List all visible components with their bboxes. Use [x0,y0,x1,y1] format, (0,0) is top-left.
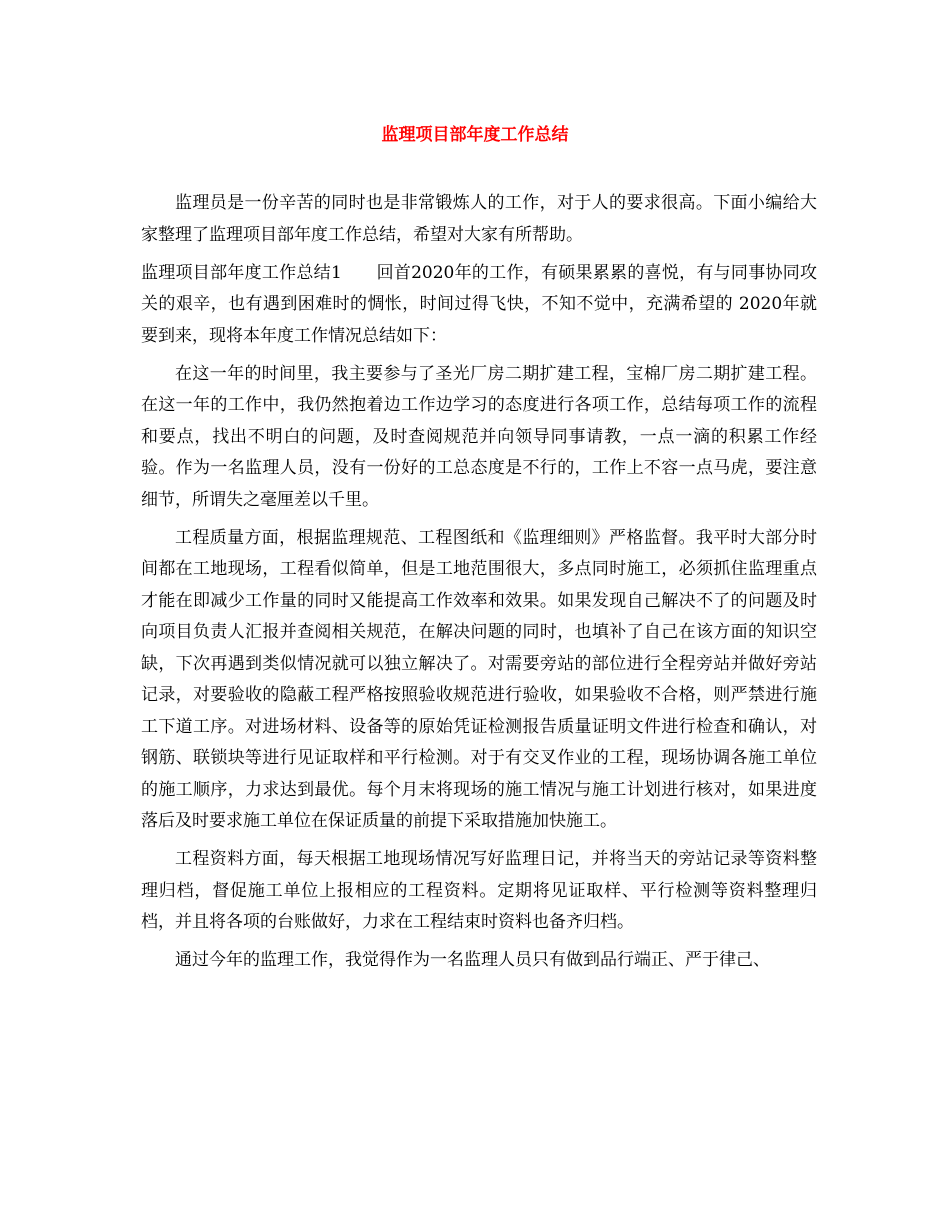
paragraph-summary-heading: 监理项目部年度工作总结1 回首2020年的工作，有硕果累累的喜悦，有与同事协同攻关的艰辛，也有遇到困难时的惆怅，时间过得飞快，不知不觉中，充满希望的 2020年就要到来，现将本年度工作情况总结如下： [141,262,817,346]
paragraph-projects: 在这一年的时间里，我主要参与了圣光厂房二期扩建工程，宝棉厂房二期扩建工程。在这一年的工作中，我仍然抱着边工作边学习的态度进行各项工作，总结每项工作的流程和要点，找出不明白的问题，及时查阅规范并向领导同事请教，一点一滴的积累工作经验。作为一名监理人员，没有一份好的工总态度是不行的，工作上不容一点马虎，要注意细节，所谓失之毫厘差以千里。 [141,363,817,510]
document-body [141,188,817,983]
document-title: 监理项目部年度工作总结 [381,125,569,145]
paragraph-quality: 工程质量方面，根据监理规范、工程图纸和《监理细则》严格监督。我平时大部分时间都在工地现场，工程看似简单，但是工地范围很大，多点同时施工，必须抓住监理重点才能在即减少工作量的同时又能提高工作效率和效果。如果发现自己解决不了的问题及时向项目负责人汇报并查阅相关规范，在解决问题的同时，也填补了自己在该方面的知识空缺，下次再遇到类似情况就可以独立解决了。对需要旁站的部位进行全程旁站并做好旁站记录，对要验收的隐蔽工程严格按照验收规范进行验收，如果验收不合格，则严禁进行施工下道工序。对进场材料、设备等的原始凭证检测报告质量证明文件进行检查和确认，对钢筋、联锁块等进行见证取样和平行检测。对于有交叉作业的工程，现场协调各施工单位的施工顺序，力求达到最优。每个月末将现场的施工情况与施工计划进行核对，如果进度落后及时要求施工单位在保证质量的前提下采取措施加快施工。 [141,527,817,831]
paragraph-intro: 监理员是一份辛苦的同时也是非常锻炼人的工作，对于人的要求很高。下面小编给大家整理了监理项目部年度工作总结，希望对大家有所帮助。 [141,193,817,245]
paragraph-records: 工程资料方面，每天根据工地现场情况写好监理日记，并将当天的旁站记录等资料整理归档，督促施工单位上报相应的工程资料。定期将见证取样、平行检测等资料整理归档，并且将各项的台账做好，力求在工程结束时资料也备齐归档。 [141,849,817,932]
paragraph-conclusion: 通过今年的监理工作，我觉得作为一名监理人员只有做到品行端正、严于律己、 [175,950,770,970]
